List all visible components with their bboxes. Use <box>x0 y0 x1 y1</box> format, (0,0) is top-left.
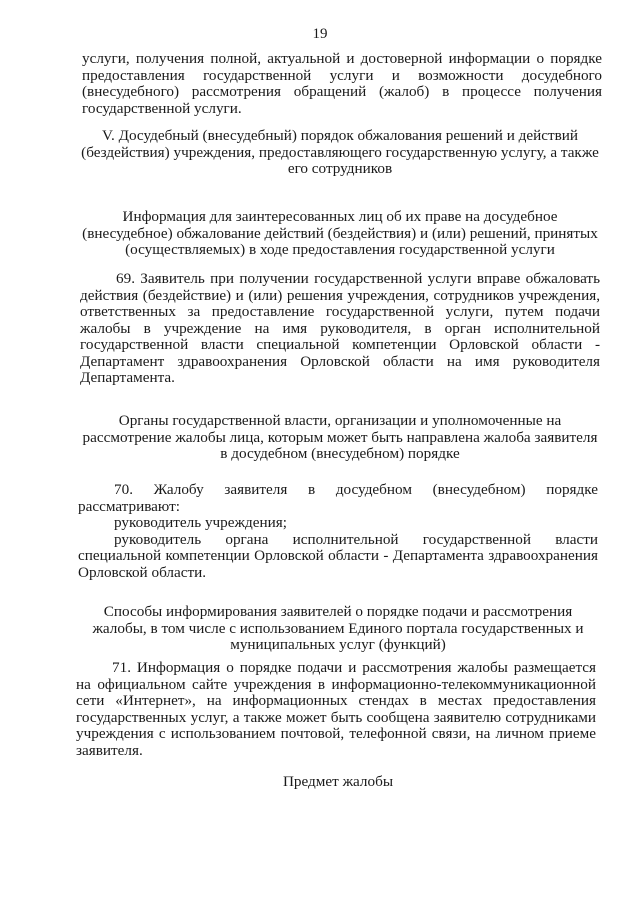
text-line: специальной компетенции Орловской области - Департамента здравоохранения <box>78 547 598 564</box>
text-line: жалобы, в том числе с использованием Единого портала государственных и <box>92 619 584 637</box>
text-line: Орловской области. <box>78 563 207 581</box>
text-line: 69. Заявитель при получении государственной услуги вправе обжаловать <box>116 270 600 287</box>
text-line: жалобы в учреждение на имя руководителя, в орган исполнительной <box>80 319 600 337</box>
text-line: предоставления государственной услуги и возможности досудебного <box>82 66 602 84</box>
text-line: ответственных за предоставление государственной услуги, путем подачи <box>80 303 600 320</box>
text-line: Органы государственной власти, организации и уполномоченные на <box>118 412 562 429</box>
paragraph-69 <box>80 271 600 387</box>
text-line: (осуществляемых) в ходе предоставления государственной услуги <box>125 241 555 258</box>
organs-heading <box>80 413 600 463</box>
text-line: (бездействия) учреждения, предоставляющего государственную услугу, а также <box>81 143 599 161</box>
text-line: Способы информирования заявителей о порядке подачи и рассмотрения <box>103 603 573 620</box>
intro-paragraph <box>82 51 602 117</box>
section-heading <box>80 128 600 178</box>
methods-heading <box>78 604 598 654</box>
text-line: Предмет жалобы <box>282 773 394 790</box>
subject-heading <box>78 774 598 791</box>
text-line: действия (бездействие) и (или) решения учреждения, сотрудников учреждения, <box>80 286 600 304</box>
text-line: государственной власти специальной компетенции Орловской области - <box>80 336 600 353</box>
text-line: учреждения с использованием почтовой, телефонной связи, на личном приеме <box>76 725 596 742</box>
text-line: на официальном сайте учреждения в информационно-телекоммуникационной <box>76 675 596 693</box>
text-line: руководитель учреждения; <box>114 514 287 531</box>
page-number: 19 <box>312 26 328 42</box>
text-line: Департамент здравоохранения Орловской области на имя руководителя <box>80 352 600 370</box>
info-heading <box>80 209 600 259</box>
text-line: (внесудебного) рассмотрения обращений (жалоб) в процессе получения <box>82 83 602 100</box>
text-line: заявителя. <box>76 741 143 759</box>
paragraph-70 <box>78 482 598 581</box>
text-line: государственной услуги. <box>82 99 242 117</box>
text-line: Информация для заинтересованных лиц об их праве на досудебное <box>122 208 558 225</box>
text-line: муниципальных услуг (функций) <box>230 636 446 653</box>
text-line: (внесудебное) обжалование действий (бездействия) и (или) решений, принятых <box>82 224 598 242</box>
text-line: Департамента. <box>80 369 175 386</box>
text-line: 70. Жалобу заявителя в досудебном (внесудебном) порядке <box>114 481 598 498</box>
paragraph-71 <box>76 660 596 759</box>
text-line: руководитель органа исполнительной государственной власти <box>114 530 598 548</box>
text-line: государственных услуг, а также может быть сообщена заявителю сотрудниками <box>76 708 596 726</box>
text-line: сети «Интернет», на информационных стендах в местах предоставления <box>76 692 596 709</box>
text-line: рассматривают: <box>78 497 180 515</box>
text-line: его сотрудников <box>287 160 393 177</box>
text-line: в досудебном (внесудебном) порядке <box>220 445 460 462</box>
text-line: 71. Информация о порядке подачи и рассмотрения жалобы размещается <box>112 659 596 676</box>
text-line: V. Досудебный (внесудебный) порядок обжалования решений и действий <box>101 127 579 144</box>
text-line: рассмотрение жалобы лица, которым может быть направлена жалоба заявителя <box>82 428 598 446</box>
text-line: услуги, получения полной, актуальной и достоверной информации о порядке <box>82 50 602 67</box>
